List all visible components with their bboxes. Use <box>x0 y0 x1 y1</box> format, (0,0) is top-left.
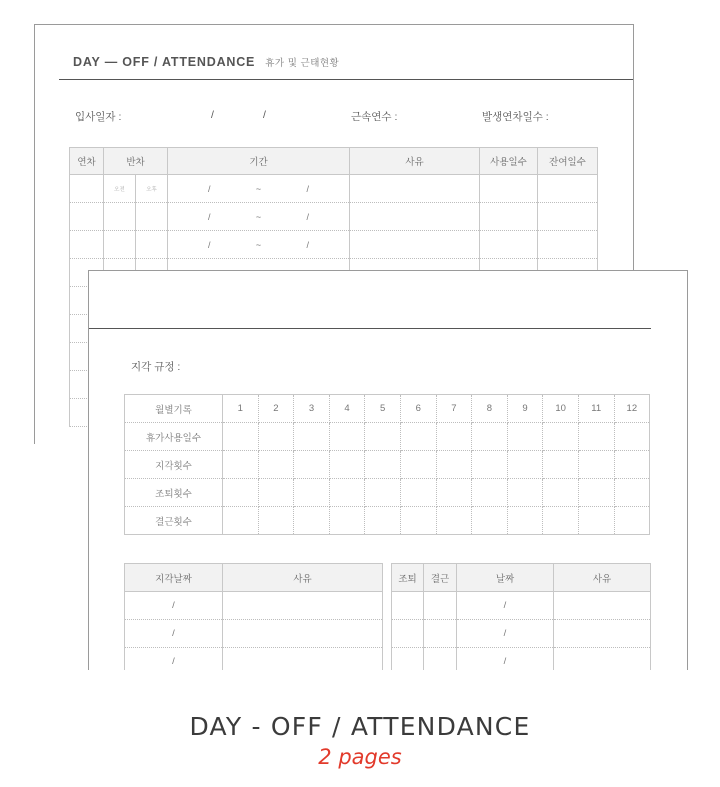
month-cell[interactable] <box>294 479 330 507</box>
pm-cell[interactable] <box>136 203 168 231</box>
row-header: 결근횟수 <box>125 507 223 535</box>
month-cell[interactable] <box>436 423 472 451</box>
page-title <box>73 55 339 69</box>
month-cell[interactable] <box>329 479 365 507</box>
late-record-table <box>124 563 383 670</box>
page-title-text: DAY — OFF / ATTENDANCE <box>73 55 256 69</box>
month-cell[interactable] <box>436 479 472 507</box>
period-sep: / <box>208 239 211 250</box>
used-days-cell[interactable] <box>480 231 538 259</box>
month-cell[interactable] <box>400 423 436 451</box>
month-cell[interactable] <box>400 451 436 479</box>
period-sep: / <box>306 239 309 250</box>
title-divider <box>59 79 633 80</box>
attendance-page-2 <box>88 270 688 670</box>
column-header: 사용일수 <box>480 148 538 175</box>
remaining-days-cell[interactable] <box>538 175 598 203</box>
annual-cell[interactable] <box>70 231 104 259</box>
absence-cell[interactable] <box>424 592 457 620</box>
month-cell[interactable] <box>436 451 472 479</box>
month-cell[interactable] <box>329 507 365 535</box>
annual-cell[interactable] <box>70 175 104 203</box>
month-cell[interactable] <box>543 451 579 479</box>
month-cell[interactable] <box>507 451 543 479</box>
month-cell[interactable] <box>614 479 650 507</box>
row-header: 조퇴횟수 <box>125 479 223 507</box>
month-cell[interactable] <box>543 507 579 535</box>
table-row <box>70 231 598 259</box>
tenure-label: 근속연수 : <box>351 111 398 123</box>
period-sep: / <box>306 183 309 194</box>
late-date-cell[interactable]: / <box>125 620 223 648</box>
month-header: 8 <box>472 395 508 423</box>
remaining-days-cell[interactable] <box>538 203 598 231</box>
month-cell[interactable] <box>507 479 543 507</box>
month-header: 10 <box>543 395 579 423</box>
month-cell[interactable] <box>543 423 579 451</box>
title-divider <box>89 328 651 329</box>
column-header: 기간 <box>168 148 350 175</box>
hire-date-label: 입사일자 : <box>75 111 122 123</box>
month-cell[interactable] <box>400 507 436 535</box>
late-reason-cell[interactable] <box>223 648 383 671</box>
table-row <box>392 648 651 671</box>
period-sep: / <box>208 211 211 222</box>
month-header: 4 <box>329 395 365 423</box>
reason-cell[interactable] <box>554 648 651 671</box>
early-leave-absence-table <box>391 563 651 670</box>
month-cell[interactable] <box>365 451 401 479</box>
column-header: 사유 <box>554 564 651 592</box>
used-days-cell[interactable] <box>480 203 538 231</box>
month-cell[interactable] <box>578 451 614 479</box>
month-cell[interactable] <box>258 507 294 535</box>
months-header-row <box>125 395 650 423</box>
table-row <box>125 592 383 620</box>
month-cell[interactable] <box>472 451 508 479</box>
month-cell[interactable] <box>472 479 508 507</box>
column-header: 반차 <box>104 148 168 175</box>
month-cell[interactable] <box>578 479 614 507</box>
table-row <box>125 451 650 479</box>
reason-cell[interactable] <box>554 620 651 648</box>
month-cell[interactable] <box>258 423 294 451</box>
month-cell[interactable] <box>614 451 650 479</box>
month-cell[interactable] <box>258 479 294 507</box>
month-cell[interactable] <box>614 507 650 535</box>
month-header: 9 <box>507 395 543 423</box>
period-cell[interactable] <box>168 231 350 259</box>
table-row <box>125 507 650 535</box>
column-header: 사유 <box>350 148 480 175</box>
month-cell[interactable] <box>329 423 365 451</box>
reason-cell[interactable] <box>350 231 480 259</box>
row-header: 월별기록 <box>125 395 223 423</box>
month-header: 2 <box>258 395 294 423</box>
pm-cell[interactable] <box>136 231 168 259</box>
month-cell[interactable] <box>578 507 614 535</box>
month-cell[interactable] <box>365 423 401 451</box>
reason-cell[interactable] <box>350 175 480 203</box>
row-header: 지각횟수 <box>125 451 223 479</box>
late-date-cell[interactable]: / <box>125 592 223 620</box>
table-header-row <box>70 148 598 175</box>
remaining-days-cell[interactable] <box>538 231 598 259</box>
period-sep: / <box>306 211 309 222</box>
month-cell[interactable] <box>294 423 330 451</box>
late-reason-cell[interactable] <box>223 592 383 620</box>
month-cell[interactable] <box>365 507 401 535</box>
reason-cell[interactable] <box>554 592 651 620</box>
month-cell[interactable] <box>400 479 436 507</box>
column-header: 지각날짜 <box>125 564 223 592</box>
date-cell[interactable]: / <box>457 620 554 648</box>
column-header: 연차 <box>70 148 104 175</box>
month-cell[interactable] <box>507 423 543 451</box>
month-cell[interactable] <box>507 507 543 535</box>
table-header-row <box>392 564 651 592</box>
month-cell[interactable] <box>329 451 365 479</box>
column-header: 사유 <box>223 564 383 592</box>
month-cell[interactable] <box>223 507 259 535</box>
month-cell[interactable] <box>223 451 259 479</box>
table-row <box>70 175 598 203</box>
month-cell[interactable] <box>472 507 508 535</box>
table-row <box>125 479 650 507</box>
date-cell[interactable]: / <box>457 648 554 671</box>
hire-date-sep-2: / <box>263 109 266 121</box>
late-reason-cell[interactable] <box>223 620 383 648</box>
table-row <box>125 423 650 451</box>
month-cell[interactable] <box>258 451 294 479</box>
row-header: 휴가사용일수 <box>125 423 223 451</box>
month-cell[interactable] <box>294 451 330 479</box>
month-cell[interactable] <box>543 479 579 507</box>
period-tilde: ~ <box>255 211 262 222</box>
month-header: 11 <box>578 395 614 423</box>
period-sep: / <box>208 183 211 194</box>
month-cell[interactable] <box>223 479 259 507</box>
absence-cell[interactable] <box>424 620 457 648</box>
month-cell[interactable] <box>223 423 259 451</box>
am-cell[interactable] <box>104 203 136 231</box>
reason-cell[interactable] <box>350 203 480 231</box>
product-title: DAY - OFF / ATTENDANCE <box>189 712 531 741</box>
period-tilde: ~ <box>255 239 262 250</box>
absence-cell[interactable] <box>424 648 457 671</box>
early-leave-cell[interactable] <box>392 592 424 620</box>
column-header: 조퇴 <box>392 564 424 592</box>
monthly-record-table <box>124 394 650 535</box>
date-cell[interactable]: / <box>457 592 554 620</box>
column-header: 날짜 <box>457 564 554 592</box>
month-cell[interactable] <box>472 423 508 451</box>
month-cell[interactable] <box>294 507 330 535</box>
late-rule-label: 지각 규정 : <box>131 361 181 373</box>
table-header-row <box>125 564 383 592</box>
period-cell[interactable] <box>168 175 350 203</box>
month-cell[interactable] <box>365 479 401 507</box>
used-days-cell[interactable] <box>480 175 538 203</box>
page-subtitle: 휴가 및 근태현황 <box>265 58 340 69</box>
table-row <box>125 620 383 648</box>
pm-cell[interactable]: 오후 <box>136 175 168 203</box>
table-row <box>125 648 383 671</box>
hire-date-sep-1: / <box>211 109 214 121</box>
table-row <box>392 620 651 648</box>
am-cell[interactable] <box>104 231 136 259</box>
month-cell[interactable] <box>436 507 472 535</box>
month-cell[interactable] <box>578 423 614 451</box>
period-cell[interactable] <box>168 203 350 231</box>
early-leave-cell[interactable] <box>392 648 424 671</box>
month-header: 1 <box>223 395 259 423</box>
early-leave-cell[interactable] <box>392 620 424 648</box>
am-cell[interactable]: 오전 <box>104 175 136 203</box>
table-row <box>70 203 598 231</box>
column-header: 결근 <box>424 564 457 592</box>
table-row <box>392 592 651 620</box>
annual-cell[interactable] <box>70 203 104 231</box>
month-header: 12 <box>614 395 650 423</box>
month-header: 6 <box>400 395 436 423</box>
month-header: 5 <box>365 395 401 423</box>
granted-days-label: 발생연차일수 : <box>482 111 549 123</box>
month-header: 3 <box>294 395 330 423</box>
column-header: 잔여일수 <box>538 148 598 175</box>
month-cell[interactable] <box>614 423 650 451</box>
month-header: 7 <box>436 395 472 423</box>
product-page-count: 2 pages <box>318 745 402 769</box>
late-date-cell[interactable]: / <box>125 648 223 671</box>
period-tilde: ~ <box>255 183 262 194</box>
